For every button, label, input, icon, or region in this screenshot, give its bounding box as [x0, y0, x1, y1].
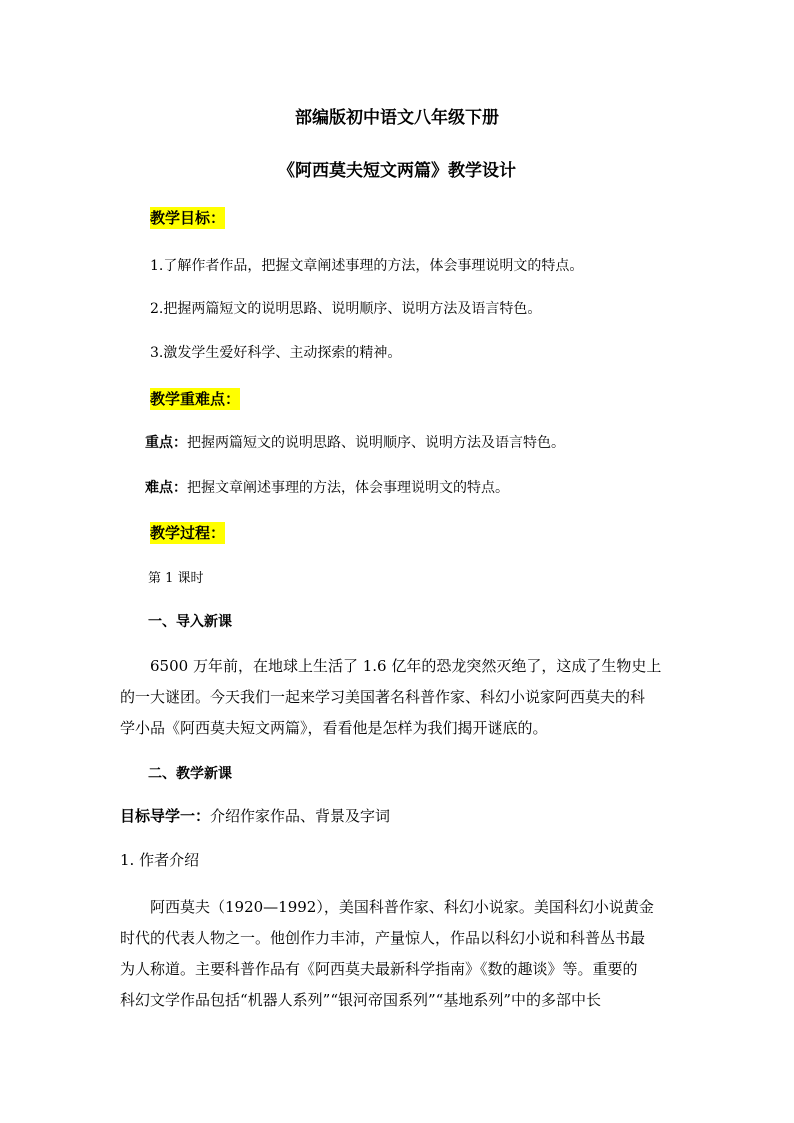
intro-paragraph-line-3: 学小品《阿西莫夫短文两篇》，看看他是怎样为我们揭开谜底的。 — [120, 719, 548, 737]
lesson-label: 第 1 课时 — [148, 571, 204, 586]
process-heading — [150, 525, 225, 541]
difficult-point-text: 把握文章阐述事理的方法，体会事理说明文的特点。 — [187, 480, 509, 496]
process-heading-text: 教学过程： — [150, 524, 226, 542]
author-paragraph-line-2: 时代的代表人物之一。他创作力丰沛，产量惊人，作品以科幻小说和科普丛书最 — [120, 929, 646, 947]
difficult-point-line — [145, 481, 509, 495]
author-paragraph-line-4: 科幻文学作品包括“机器人系列”“银河帝国系列”“基地系列”中的多部中长 — [120, 991, 602, 1009]
section-2-title: 二、教学新课 — [148, 766, 232, 782]
author-paragraph-line-3: 为人称道。主要科普作品有《阿西莫夫最新科学指南》《数的趣谈》等。重要的 — [120, 960, 638, 978]
key-point-line — [145, 436, 565, 450]
target-1-text: 介绍作家作品、背景及字词 — [210, 807, 391, 825]
author-paragraph-line-1: 阿西莫夫（1920—1992），美国科普作家、科幻小说家。美国科幻小说黄金 — [150, 898, 654, 916]
target-1-line — [120, 809, 390, 824]
document-subtitle: 《阿西莫夫短文两篇》教学设计 — [278, 161, 516, 181]
objectives-heading — [150, 210, 225, 226]
objective-item-1: 1.了解作者作品，把握文章阐述事理的方法，体会事理说明文的特点。 — [150, 258, 584, 274]
objectives-heading-text: 教学目标： — [150, 209, 226, 227]
target-1-label: 目标导学一： — [120, 807, 211, 825]
key-point-label: 重点： — [145, 435, 187, 451]
key-points-heading — [150, 391, 240, 407]
objective-item-3: 3.激发学生爱好科学、主动探索的精神。 — [150, 345, 402, 361]
key-point-text: 把握两篇短文的说明思路、说明顺序、说明方法及语言特色。 — [187, 435, 565, 451]
objective-item-2: 2.把握两篇短文的说明思路、说明顺序、说明方法及语言特色。 — [150, 301, 542, 317]
intro-paragraph-line-2: 的一大谜团。今天我们一起来学习美国著名科普作家、科幻小说家阿西莫夫的科 — [120, 688, 646, 706]
difficult-point-label: 难点： — [145, 480, 187, 496]
author-intro-title: 1. 作者介绍 — [120, 851, 200, 869]
intro-paragraph-line-1: 6500 万年前，在地球上生活了 1.6 亿年的恐龙突然灭绝了，这成了生物史上 — [150, 657, 662, 675]
document-title: 部编版初中语文八年级下册 — [295, 108, 499, 128]
key-points-heading-text: 教学重难点： — [150, 390, 241, 408]
section-1-title: 一、导入新课 — [148, 614, 232, 630]
